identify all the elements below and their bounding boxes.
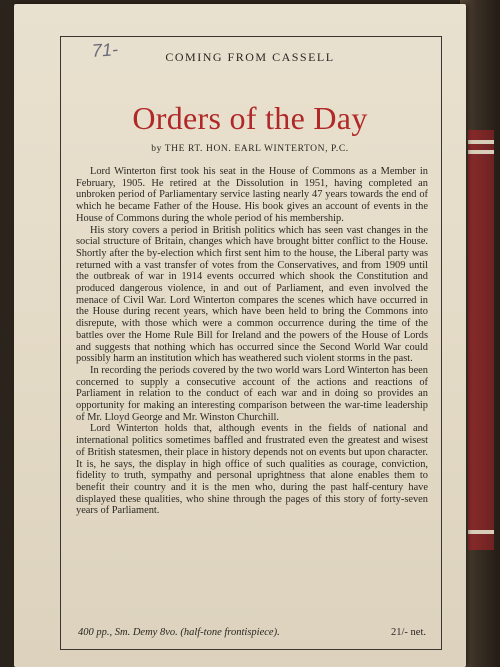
blurb-paragraph: His story covers a period in British politics which has seen vast changes in the social structure of Britain, changes which have brought bitter conflict to the House. Shortly after the by-election which first sent him to the house, the Liberal party was returned with a vast transfer of votes from the Conservatives, and from 1909 until the outbreak of war in 1914 events occurred which shook the Constitution and produced dangerous violence, in and out of Parliament, and even involved the menace of Civil War. Lord Winterton compares the scenes which have occurred in the House during recent years, which have been held to bring the Commons into disrepute, with those which were a common occurrence during the time of the battles over the Home Rule Bill for Ireland and the powers of the House of Lords and suggests that nothing which has occurred since the Second World War could possibly harm an institution which has weathered such violent storms in the past. xyxy=(76,224,428,365)
spine-red-band xyxy=(468,130,494,550)
book-title: Orders of the Day xyxy=(132,100,368,136)
blurb-paragraph: Lord Winterton first took his seat in the House of Commons as a Member in February, 1905. He retired at the Dissolution in 1951, having completed an unbroken period of Parliamentary service lasting nearly 47 years towards the end of which he became Father of the House. His book gives an account of events in the House of Commons during the whole period of his membership. xyxy=(76,166,428,224)
spine-stripe xyxy=(468,530,494,534)
book-spine xyxy=(460,0,500,667)
price-line: 21/- net. xyxy=(391,627,426,638)
book-details xyxy=(78,627,426,638)
spine-stripe xyxy=(468,150,494,154)
blurb-paragraph: Lord Winterton holds that, although events in the fields of national and international politics sometimes baffled and frustrated even the greatest and wisest of British statesmen, their place in history depends not on events but upon character. It is, he says, the display in high office of such qualities as courage, conviction, fidelity to truth, sympathy and personal uprightness that alone enables them to benefit their country and it is the men who, during the past half-century have displayed these qualities, who shine through the pages of this story of forty-seven years of Parliament. xyxy=(76,423,428,517)
handwritten-price: 71- xyxy=(91,39,119,61)
blurb-text xyxy=(76,166,428,517)
spine-stripe xyxy=(468,140,494,144)
format-line: 400 pp., Sm. Demy 8vo. (half-tone frontispiece). xyxy=(78,627,280,638)
publisher-line: COMING FROM CASSELL xyxy=(165,50,335,64)
author-byline: by THE RT. HON. EARL WINTERTON, P.C. xyxy=(151,144,349,154)
blurb-paragraph: In recording the periods covered by the two world wars Lord Winterton has been concerned to supply a consecutive account of the actions and reactions of Parliament in relation to the conduct of each war and in doing so provides an opportunity for making an interesting comparison between the war-time leadership of Mr. Lloyd George and Mr. Winston Churchill. xyxy=(76,364,428,423)
